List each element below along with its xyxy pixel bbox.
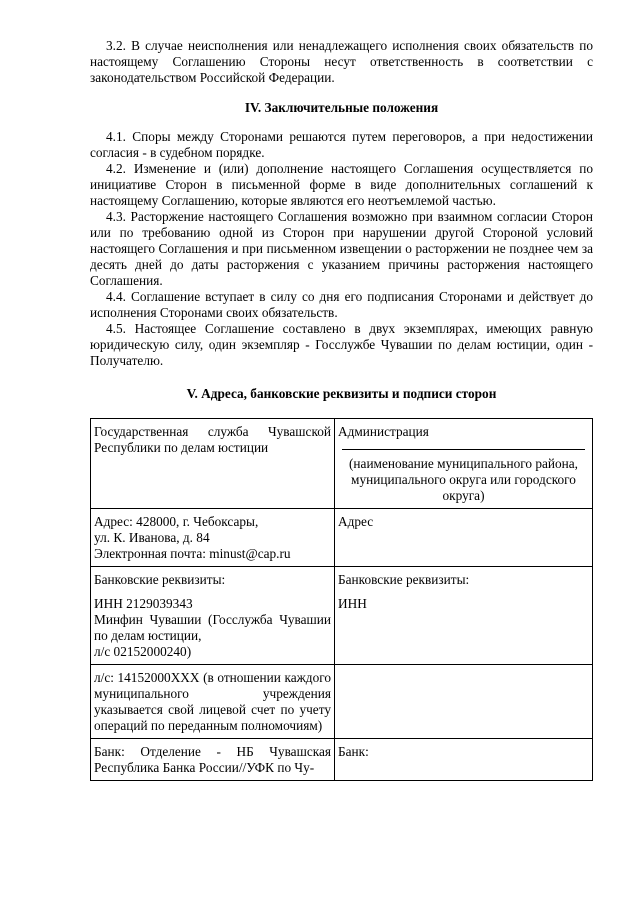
clause-4-5: 4.5. Настоящее Соглашение составлено в двух экземплярах, имеющих равную юридическую силу, один экземпляр - Госслужбе Чувашии по делам юстиции, один - Получателю. (90, 321, 593, 368)
party-1-address-line-1: Адрес: 428000, г. Чебоксары, (94, 514, 259, 529)
party-1-account: л/с 02152000240) (94, 644, 192, 659)
party-1-recipient: Минфин Чувашии (Госслужба Чувашии по делам юстиции, (94, 612, 331, 643)
party-1-bank-title: Банковские реквизиты: (94, 572, 226, 587)
party-2-bank-title: Банковские реквизиты: (338, 572, 470, 587)
table-row (91, 739, 593, 781)
party-1-email: Электронная почта: minust@cap.ru (94, 546, 291, 561)
party-2-inn: ИНН (338, 596, 367, 611)
clause-4-1: 4.1. Споры между Сторонами решаются путем переговоров, а при недостижении согласия - в судебном порядке. (90, 129, 593, 160)
party-2-personal-account (335, 665, 593, 739)
party-1-bank-cell (91, 567, 335, 665)
party-2-bank-name: Банк: (335, 739, 593, 781)
signature-line (342, 448, 585, 450)
party-1-inn: ИНН 2129039343 (94, 596, 193, 611)
requisites-table (90, 418, 593, 781)
party-2-bank-cell (335, 567, 593, 665)
table-row (91, 567, 593, 665)
section-4-title: IV. Заключительные положения (244, 100, 439, 115)
party-2-title: Администрация (338, 424, 429, 439)
party-1-address-line-2: ул. К. Иванова, д. 84 (94, 530, 210, 545)
clause-4-2: 4.2. Изменение и (или) дополнение настоящего Соглашения осуществляется по инициативе Сторон в письменной форме в виде дополнительных соглашений к настоящему Соглашению, которые являются его неотъемлемой частью. (90, 161, 593, 208)
table-row (91, 419, 593, 509)
table-row (91, 509, 593, 567)
party-2-name-cell (335, 419, 593, 509)
section-5-title: V. Адреса, банковские реквизиты и подписи сторон (186, 386, 497, 401)
party-1-name: Государственная служба Чувашской Республики по делам юстиции (91, 419, 335, 509)
party-1-address-cell (91, 509, 335, 567)
clause-4-3: 4.3. Расторжение настоящего Соглашения возможно при взаимном согласии Сторон или по требованию одной из Сторон при нарушении другой Стороной условий настоящего Соглашения и при письменном извещении о расторжении не позднее чем за десять дней до даты расторжения с указанием причины расторжения настоящего Соглашения. (90, 209, 593, 288)
table-row (91, 665, 593, 739)
document-page (90, 38, 593, 781)
clause-3-2: 3.2. В случае неисполнения или ненадлежащего исполнения своих обязательств по настоящему Соглашению Стороны несут ответственность в соответствии с законодательством Российской Федерации. (90, 38, 593, 85)
party-2-hint: (наименование муниципального района, муниципального округа или городского округа) (349, 456, 578, 503)
party-1-bank-name: Банк: Отделение - НБ Чувашская Республика Банка России//УФК по Чу- (91, 739, 335, 781)
party-1-personal-account: л/с: 14152000ХХХ (в отношении каждого муниципального учреждения указывается свой лицевой счет по учету операций по переданным полномочиям) (91, 665, 335, 739)
party-2-address: Адрес (335, 509, 593, 567)
clause-4-4: 4.4. Соглашение вступает в силу со дня его подписания Сторонами и действует до исполнения Сторонами своих обязательств. (90, 289, 593, 320)
